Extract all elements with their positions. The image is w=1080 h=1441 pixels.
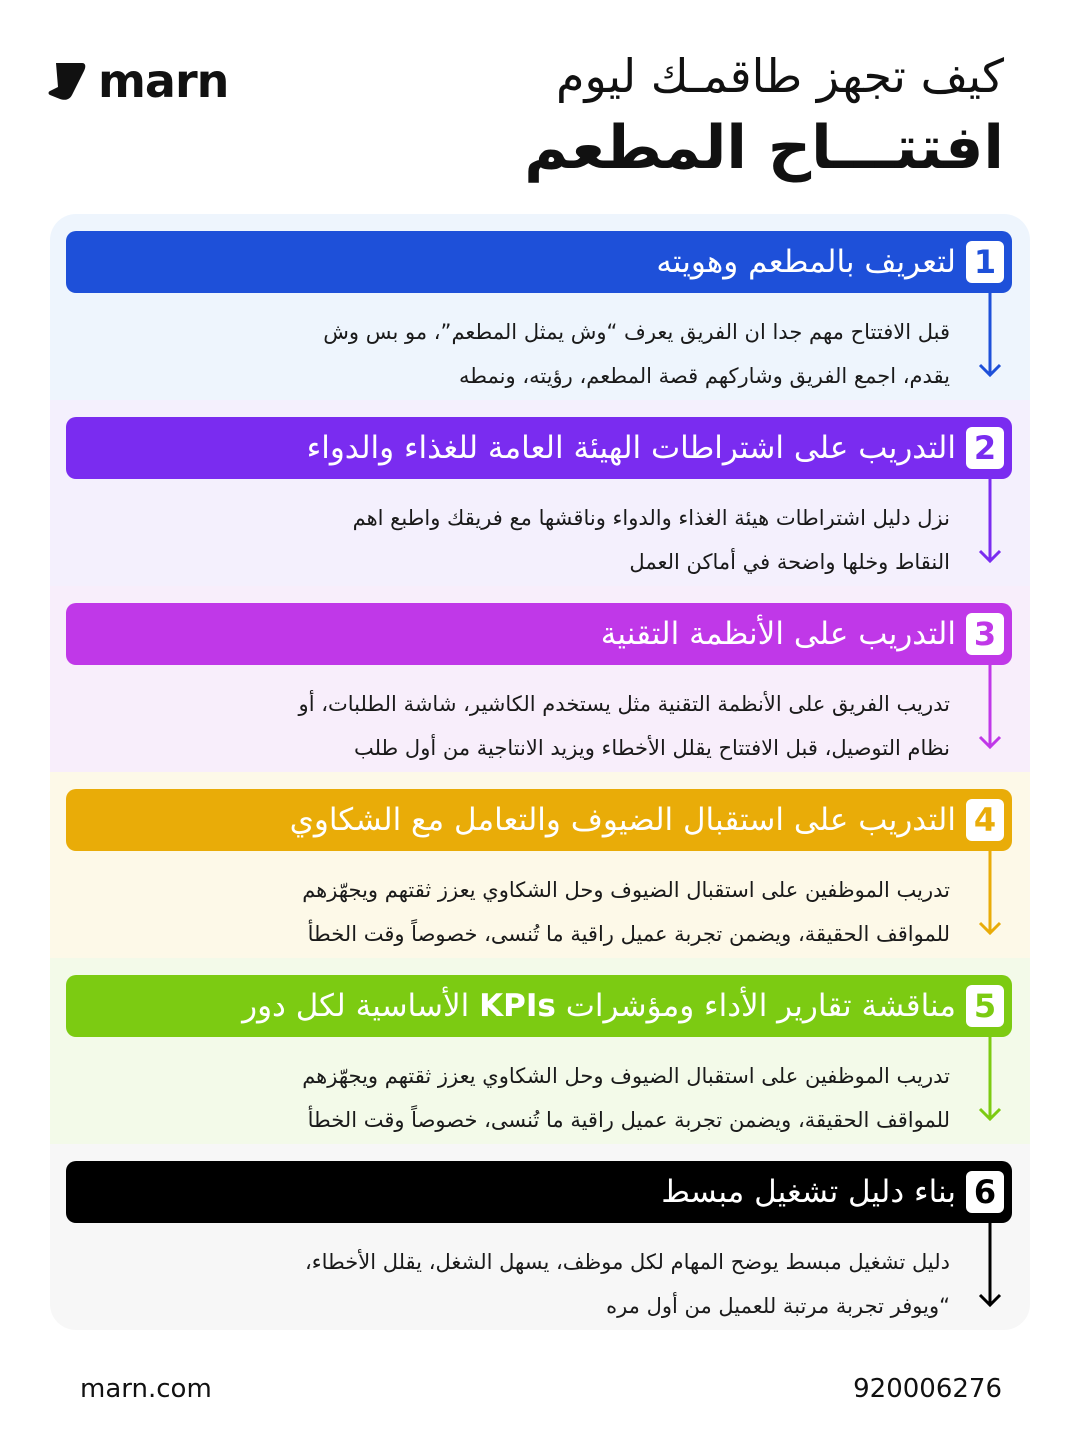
step-6-description xyxy=(130,1240,950,1328)
step-2-header xyxy=(66,417,1012,479)
step-3-section xyxy=(50,586,1030,772)
title-line-2: افتتـــاح المطعم xyxy=(524,113,1004,183)
title-line-1: كيف تجهز طاقمـك ليوم xyxy=(556,49,1004,103)
step-1-header xyxy=(66,231,1012,293)
step-6-title: بناء دليل تشغيل مبسط xyxy=(661,1173,956,1210)
step-1-number: 1 xyxy=(966,241,1004,283)
step-3-title: التدريب على الأنظمة التقنية xyxy=(600,615,956,652)
step-5-number: 5 xyxy=(966,985,1004,1027)
step-1-arrow-down-icon xyxy=(976,293,1004,379)
step-4-arrow-down-icon xyxy=(976,851,1004,937)
step-5-title-part-2: الأساسية لكل دور xyxy=(242,987,470,1024)
page-title xyxy=(524,44,1004,188)
step-3-description xyxy=(130,682,950,770)
step-2-desc-line-1: نزل دليل اشتراطات هيئة الغذاء والدواء وناقشها مع فريقك واطبع اهم xyxy=(352,506,950,530)
step-2-title: التدريب على اشتراطات الهيئة العامة للغذاء والدواء xyxy=(306,429,956,466)
marn-logo-icon xyxy=(48,61,88,101)
steps-card xyxy=(50,214,1030,1330)
step-2-number: 2 xyxy=(966,427,1004,469)
step-5-title-part-1: مناقشة تقارير الأداء ومؤشرات xyxy=(565,987,956,1024)
brand-logo xyxy=(48,56,228,106)
website-link[interactable]: marn.com xyxy=(80,1374,212,1404)
step-4-section xyxy=(50,772,1030,958)
step-3-number: 3 xyxy=(966,613,1004,655)
step-3-desc-line-2: نظام التوصيل، قبل الافتتاح يقلل الأخطاء ويزيد الانتاجية من أول طلب xyxy=(353,736,950,760)
step-5-desc-line-2: للمواقف الحقيقة، ويضمن تجربة عميل راقية ما تُنسى، خصوصاً وقت الخطأ xyxy=(307,1108,950,1132)
step-1-desc-line-1: قبل الافتتاح مهم جدا ان الفريق يعرف “وش يمثل المطعم”، مو بس وش xyxy=(323,320,950,344)
step-1-description xyxy=(130,310,950,398)
step-2-section xyxy=(50,400,1030,586)
step-3-desc-line-1: تدريب الفريق على الأنظمة التقنية مثل يستخدم الكاشير، شاشة الطلبات، أو xyxy=(298,692,950,716)
step-6-desc-line-1: دليل تشغيل مبسط يوضح المهام لكل موظف، يسهل الشغل، يقلل الأخطاء، xyxy=(304,1250,950,1274)
step-6-arrow-down-icon xyxy=(976,1223,1004,1309)
step-1-section xyxy=(50,214,1030,400)
step-4-desc-line-2: للمواقف الحقيقة، ويضمن تجربة عميل راقية ما تُنسى، خصوصاً وقت الخطأ xyxy=(307,922,950,946)
step-5-arrow-down-icon xyxy=(976,1037,1004,1123)
step-5-title xyxy=(242,987,956,1024)
step-2-arrow-down-icon xyxy=(976,479,1004,565)
step-3-arrow-down-icon xyxy=(976,665,1004,751)
brand-name: marn xyxy=(98,54,229,108)
step-5-desc-line-1: تدريب الموظفين على استقبال الضيوف وحل الشكاوي يعزز ثقتهم ويجهّزهم xyxy=(302,1064,950,1088)
step-4-number: 4 xyxy=(966,799,1004,841)
step-6-section xyxy=(50,1144,1030,1330)
step-4-title: التدريب على استقبال الضيوف والتعامل مع الشكاوي xyxy=(289,801,956,838)
step-4-description xyxy=(130,868,950,956)
step-5-header xyxy=(66,975,1012,1037)
step-6-desc-line-2: “ويوفر تجربة مرتبة للعميل من أول مره xyxy=(606,1294,950,1318)
step-5-section xyxy=(50,958,1030,1144)
phone-number[interactable]: 920006276 xyxy=(853,1374,1002,1404)
step-1-desc-line-2: يقدم، اجمع الفريق وشاركهم قصة المطعم، رؤيته، ونمطه xyxy=(459,364,950,388)
step-3-header xyxy=(66,603,1012,665)
step-4-desc-line-1: تدريب الموظفين على استقبال الضيوف وحل الشكاوي يعزز ثقتهم ويجهّزهم xyxy=(302,878,950,902)
step-5-title-kpis: KPIs xyxy=(479,987,556,1024)
step-2-description xyxy=(130,496,950,584)
step-2-desc-line-2: النقاط وخلها واضحة في أماكن العمل xyxy=(629,550,950,574)
step-4-header xyxy=(66,789,1012,851)
step-1-title: لتعريف بالمطعم وهويته xyxy=(656,243,956,280)
step-6-number: 6 xyxy=(966,1171,1004,1213)
step-6-header xyxy=(66,1161,1012,1223)
step-5-description xyxy=(130,1054,950,1142)
